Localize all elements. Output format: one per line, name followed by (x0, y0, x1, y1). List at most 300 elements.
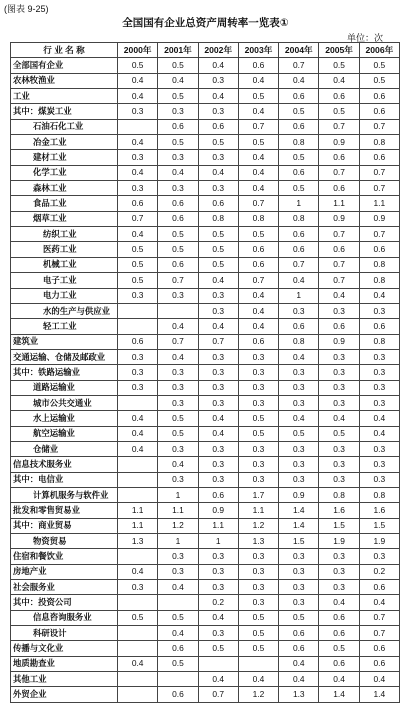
value-cell: 0.4 (359, 672, 399, 687)
value-cell (118, 119, 158, 134)
value-cell: 0.6 (158, 211, 198, 226)
value-cell: 0.3 (319, 303, 359, 318)
value-cell: 0.5 (118, 257, 158, 272)
value-cell: 0.4 (158, 580, 198, 595)
value-cell: 0.6 (359, 89, 399, 104)
table-row (11, 288, 400, 303)
value-cell: 0.3 (158, 395, 198, 410)
value-cell: 0.5 (238, 89, 278, 104)
value-cell: 0.3 (198, 472, 238, 487)
value-cell: 1.6 (359, 503, 399, 518)
table-row (11, 135, 400, 150)
value-cell: 0.3 (118, 380, 158, 395)
value-cell: 1.5 (319, 518, 359, 533)
value-cell: 0.3 (319, 580, 359, 595)
value-cell: 0.3 (319, 564, 359, 579)
value-cell: 0.3 (158, 380, 198, 395)
value-cell: 1.4 (319, 687, 359, 702)
value-cell: 0.3 (198, 104, 238, 119)
value-cell: 0.5 (238, 426, 278, 441)
value-cell: 0.7 (359, 227, 399, 242)
value-cell: 0.6 (319, 181, 359, 196)
value-cell: 0.7 (319, 273, 359, 288)
value-cell: 0.3 (158, 564, 198, 579)
value-cell: 0.6 (279, 242, 319, 257)
value-cell: 0.4 (198, 165, 238, 180)
table-row (11, 656, 400, 671)
value-cell (158, 672, 198, 687)
table-row (11, 104, 400, 119)
value-cell: 0.3 (238, 365, 278, 380)
value-cell: 0.7 (319, 119, 359, 134)
value-cell: 0.5 (238, 135, 278, 150)
value-cell: 0.4 (238, 104, 278, 119)
value-cell: 0.3 (238, 349, 278, 364)
value-cell: 0.3 (198, 441, 238, 456)
value-cell: 0.3 (118, 288, 158, 303)
value-cell: 0.5 (158, 227, 198, 242)
value-cell: 0.3 (198, 181, 238, 196)
table-row (11, 395, 400, 410)
value-cell (118, 319, 158, 334)
value-cell: 0.5 (279, 104, 319, 119)
value-cell: 0.5 (359, 73, 399, 88)
industry-name: 科研设计 (11, 626, 118, 641)
value-cell: 0.3 (118, 181, 158, 196)
value-cell: 0.3 (198, 626, 238, 641)
value-cell: 0.3 (118, 150, 158, 165)
value-cell: 0.3 (359, 365, 399, 380)
value-cell: 1.2 (158, 518, 198, 533)
table-title: 全国国有企业总资产周转率一览表① (122, 17, 289, 29)
value-cell: 0.7 (238, 273, 278, 288)
value-cell: 0.3 (198, 349, 238, 364)
industry-name: 电子工业 (11, 273, 118, 288)
value-cell: 0.3 (279, 472, 319, 487)
industry-name: 轻工工业 (11, 319, 118, 334)
value-cell: 0.6 (319, 242, 359, 257)
value-cell: 1.4 (359, 687, 399, 702)
value-cell: 0.6 (158, 687, 198, 702)
value-cell: 1.2 (238, 687, 278, 702)
value-cell: 0.9 (319, 135, 359, 150)
value-cell: 0.6 (359, 150, 399, 165)
value-cell: 0.9 (279, 487, 319, 502)
value-cell: 0.6 (158, 196, 198, 211)
value-cell: 0.6 (359, 580, 399, 595)
col-header: 2002年 (198, 43, 238, 58)
value-cell: 0.5 (319, 58, 359, 73)
value-cell: 0.6 (279, 119, 319, 134)
value-cell: 0.6 (319, 656, 359, 671)
value-cell: 0.6 (359, 104, 399, 119)
value-cell: 0.7 (118, 211, 158, 226)
table-row (11, 89, 400, 104)
value-cell: 0.5 (158, 242, 198, 257)
value-cell: 0.6 (279, 626, 319, 641)
value-cell: 0.4 (198, 319, 238, 334)
value-cell: 0.3 (238, 580, 278, 595)
value-cell: 0.3 (198, 457, 238, 472)
industry-name: 房地产业 (11, 564, 118, 579)
value-cell: 0.4 (118, 426, 158, 441)
value-cell: 0.9 (359, 211, 399, 226)
value-cell: 0.4 (319, 595, 359, 610)
industry-name: 其中：电信业 (11, 472, 118, 487)
industry-name: 其中：商业贸易 (11, 518, 118, 533)
value-cell: 0.3 (359, 380, 399, 395)
value-cell: 0.9 (319, 211, 359, 226)
value-cell: 0.6 (198, 119, 238, 134)
value-cell: 0.6 (319, 319, 359, 334)
figure-label: (图表 9-25) (4, 4, 49, 14)
table-row (11, 641, 400, 656)
value-cell: 0.4 (359, 595, 399, 610)
table-row (11, 257, 400, 272)
value-cell: 0.3 (319, 457, 359, 472)
value-cell: 0.3 (198, 150, 238, 165)
table-row (11, 487, 400, 502)
industry-name: 信息技术服务业 (11, 457, 118, 472)
value-cell: 0.6 (279, 165, 319, 180)
industry-name: 医药工业 (11, 242, 118, 257)
value-cell: 0.5 (198, 227, 238, 242)
value-cell: 0.4 (279, 349, 319, 364)
industry-name: 石油石化工业 (11, 119, 118, 134)
value-cell: 1.3 (118, 534, 158, 549)
value-cell: 0.4 (118, 227, 158, 242)
value-cell: 0.4 (118, 564, 158, 579)
value-cell: 0.6 (319, 610, 359, 625)
value-cell: 0.3 (319, 365, 359, 380)
value-cell: 0.6 (359, 242, 399, 257)
value-cell: 0.3 (279, 365, 319, 380)
value-cell: 0.3 (238, 380, 278, 395)
value-cell: 1.6 (319, 503, 359, 518)
industry-name: 其他工业 (11, 672, 118, 687)
value-cell: 0.7 (198, 334, 238, 349)
value-cell: 0.6 (158, 641, 198, 656)
value-cell: 0.4 (319, 411, 359, 426)
value-cell: 0.4 (158, 319, 198, 334)
value-cell: 0.5 (118, 273, 158, 288)
value-cell: 0.6 (158, 119, 198, 134)
value-cell: 0.3 (198, 303, 238, 318)
value-cell: 1 (279, 288, 319, 303)
col-header: 行 业 名 称 (11, 43, 118, 58)
value-cell: 0.5 (238, 610, 278, 625)
table-row (11, 503, 400, 518)
value-cell: 0.3 (319, 472, 359, 487)
value-cell: 0.5 (238, 411, 278, 426)
industry-name: 航空运输业 (11, 426, 118, 441)
table-row (11, 165, 400, 180)
value-cell: 0.7 (319, 227, 359, 242)
industry-name: 地质勘查业 (11, 656, 118, 671)
value-cell: 0.3 (279, 595, 319, 610)
value-cell: 0.3 (279, 580, 319, 595)
value-cell: 0.5 (359, 58, 399, 73)
value-cell: 0.5 (238, 641, 278, 656)
value-cell: 0.9 (198, 503, 238, 518)
value-cell: 0.3 (118, 580, 158, 595)
value-cell: 0.3 (198, 380, 238, 395)
industry-name: 建筑业 (11, 334, 118, 349)
value-cell: 0.3 (319, 441, 359, 456)
industry-name: 工业 (11, 89, 118, 104)
value-cell: 0.4 (118, 73, 158, 88)
value-cell: 0.6 (238, 242, 278, 257)
value-cell: 0.3 (359, 349, 399, 364)
value-cell: 0.8 (279, 334, 319, 349)
value-cell: 0.4 (238, 288, 278, 303)
value-cell: 0.6 (319, 150, 359, 165)
value-cell: 0.8 (279, 135, 319, 150)
table-row (11, 534, 400, 549)
value-cell (118, 472, 158, 487)
industry-name: 烟草工业 (11, 211, 118, 226)
industry-name: 道路运输业 (11, 380, 118, 395)
value-cell: 0.7 (279, 58, 319, 73)
value-cell: 0.3 (158, 150, 198, 165)
value-cell: 0.4 (359, 411, 399, 426)
value-cell: 0.3 (198, 365, 238, 380)
industry-name: 电力工业 (11, 288, 118, 303)
value-cell: 0.3 (319, 549, 359, 564)
table-row (11, 441, 400, 456)
value-cell: 0.3 (319, 380, 359, 395)
value-cell: 0.4 (158, 349, 198, 364)
industry-name: 化学工业 (11, 165, 118, 180)
table-row (11, 303, 400, 318)
value-cell: 0.5 (279, 426, 319, 441)
value-cell: 0.4 (118, 411, 158, 426)
value-cell: 0.4 (319, 73, 359, 88)
value-cell: 0.3 (198, 73, 238, 88)
table-row (11, 457, 400, 472)
value-cell: 1.5 (279, 534, 319, 549)
industry-name: 物资贸易 (11, 534, 118, 549)
col-header: 2006年 (359, 43, 399, 58)
value-cell: 0.4 (238, 319, 278, 334)
industry-name: 城市公共交通业 (11, 395, 118, 410)
value-cell: 0.4 (118, 656, 158, 671)
value-cell: 0.6 (319, 626, 359, 641)
value-cell: 0.3 (118, 104, 158, 119)
value-cell: 0.4 (158, 457, 198, 472)
value-cell: 0.5 (198, 641, 238, 656)
value-cell (118, 395, 158, 410)
value-cell: 0.6 (279, 227, 319, 242)
value-cell: 0.5 (279, 150, 319, 165)
value-cell: 0.6 (359, 319, 399, 334)
industry-name: 其中：铁路运输业 (11, 365, 118, 380)
table-row (11, 564, 400, 579)
table-body (11, 58, 400, 702)
table-row (11, 119, 400, 134)
value-cell: 0.3 (238, 441, 278, 456)
value-cell: 0.4 (198, 273, 238, 288)
value-cell: 0.6 (238, 58, 278, 73)
value-cell: 0.3 (279, 457, 319, 472)
table-row (11, 595, 400, 610)
value-cell: 0.6 (279, 89, 319, 104)
value-cell: 0.5 (158, 135, 198, 150)
value-cell: 1 (158, 487, 198, 502)
value-cell: 0.3 (158, 549, 198, 564)
value-cell: 0.3 (238, 472, 278, 487)
value-cell (158, 595, 198, 610)
value-cell: 0.4 (279, 672, 319, 687)
value-cell: 0.7 (319, 165, 359, 180)
value-cell: 0.4 (279, 273, 319, 288)
value-cell: 0.8 (359, 334, 399, 349)
value-cell: 0.3 (279, 395, 319, 410)
value-cell: 0.6 (118, 334, 158, 349)
value-cell: 0.3 (359, 441, 399, 456)
value-cell (118, 641, 158, 656)
value-cell: 0.3 (238, 564, 278, 579)
value-cell: 0.4 (118, 165, 158, 180)
value-cell: 1.4 (279, 518, 319, 533)
value-cell: 0.3 (198, 395, 238, 410)
value-cell: 0.4 (279, 73, 319, 88)
value-cell: 0.3 (279, 441, 319, 456)
value-cell: 0.7 (198, 687, 238, 702)
table-row (11, 334, 400, 349)
value-cell: 0.3 (158, 365, 198, 380)
industry-name: 传播与文化业 (11, 641, 118, 656)
value-cell: 0.4 (158, 73, 198, 88)
industry-name: 建材工业 (11, 150, 118, 165)
value-cell (118, 303, 158, 318)
value-cell: 0.3 (238, 457, 278, 472)
value-cell: 0.8 (359, 257, 399, 272)
table-row (11, 227, 400, 242)
value-cell: 0.4 (319, 288, 359, 303)
value-cell: 0.3 (279, 564, 319, 579)
value-cell: 0.3 (158, 181, 198, 196)
value-cell: 0.3 (158, 288, 198, 303)
value-cell: 0.4 (158, 626, 198, 641)
value-cell: 1.1 (118, 518, 158, 533)
value-cell (198, 656, 238, 671)
value-cell: 0.3 (198, 288, 238, 303)
value-cell: 0.6 (279, 319, 319, 334)
value-cell: 0.4 (198, 411, 238, 426)
industry-name: 水上运输业 (11, 411, 118, 426)
value-cell: 1.5 (359, 518, 399, 533)
value-cell: 0.4 (238, 73, 278, 88)
table-row (11, 549, 400, 564)
value-cell: 0.7 (279, 257, 319, 272)
industry-name: 农林牧渔业 (11, 73, 118, 88)
value-cell: 0.4 (238, 165, 278, 180)
value-cell: 0.7 (359, 119, 399, 134)
value-cell (118, 672, 158, 687)
unit-label: 单位：次 (346, 33, 383, 43)
value-cell: 0.3 (359, 303, 399, 318)
value-cell: 0.7 (359, 181, 399, 196)
table-row (11, 150, 400, 165)
value-cell: 0.7 (158, 334, 198, 349)
table-row (11, 58, 400, 73)
industry-name: 冶金工业 (11, 135, 118, 150)
value-cell: 0.3 (279, 380, 319, 395)
value-cell: 0.6 (359, 641, 399, 656)
col-header: 2001年 (158, 43, 198, 58)
value-cell: 0.4 (198, 426, 238, 441)
value-cell: 0.7 (238, 196, 278, 211)
value-cell: 0.3 (198, 580, 238, 595)
value-cell: 0.8 (359, 273, 399, 288)
industry-name: 森林工业 (11, 181, 118, 196)
value-cell: 0.4 (238, 150, 278, 165)
value-cell: 0.5 (198, 135, 238, 150)
value-cell: 0.3 (118, 349, 158, 364)
value-cell: 0.4 (319, 672, 359, 687)
value-cell: 1.9 (319, 534, 359, 549)
table-row (11, 472, 400, 487)
value-cell: 0.3 (319, 395, 359, 410)
value-cell: 0.5 (319, 426, 359, 441)
value-cell: 0.6 (198, 196, 238, 211)
table-header-row (11, 43, 400, 58)
value-cell: 0.3 (279, 303, 319, 318)
value-cell: 0.7 (359, 626, 399, 641)
value-cell (238, 656, 278, 671)
value-cell: 0.5 (319, 641, 359, 656)
value-cell: 0.3 (279, 549, 319, 564)
value-cell: 1 (198, 534, 238, 549)
table-row (11, 211, 400, 226)
value-cell: 0.8 (359, 487, 399, 502)
industry-name: 机械工业 (11, 257, 118, 272)
value-cell: 1.1 (118, 503, 158, 518)
value-cell: 0.4 (198, 610, 238, 625)
table-row (11, 73, 400, 88)
value-cell: 0.5 (198, 242, 238, 257)
value-cell: 0.6 (238, 257, 278, 272)
value-cell: 0.3 (118, 365, 158, 380)
value-cell: 1.4 (279, 503, 319, 518)
value-cell: 0.3 (319, 349, 359, 364)
table-row (11, 687, 400, 702)
value-cell: 0.5 (118, 242, 158, 257)
industry-name: 批发和零售贸易业 (11, 503, 118, 518)
value-cell: 1.1 (319, 196, 359, 211)
value-cell: 1.7 (238, 487, 278, 502)
value-cell: 0.4 (359, 288, 399, 303)
industry-name: 食品工业 (11, 196, 118, 211)
turnover-table (10, 42, 400, 703)
value-cell: 0.2 (359, 564, 399, 579)
table-row (11, 610, 400, 625)
industry-name: 水的生产与供应业 (11, 303, 118, 318)
value-cell: 0.3 (238, 549, 278, 564)
value-cell (118, 549, 158, 564)
value-cell: 0.8 (198, 211, 238, 226)
value-cell: 0.3 (198, 549, 238, 564)
value-cell: 0.5 (238, 626, 278, 641)
value-cell (118, 595, 158, 610)
value-cell: 0.8 (359, 135, 399, 150)
value-cell: 0.3 (158, 104, 198, 119)
industry-name: 交通运输、仓储及邮政业 (11, 349, 118, 364)
col-header: 2003年 (238, 43, 278, 58)
table-row (11, 672, 400, 687)
table-row (11, 411, 400, 426)
